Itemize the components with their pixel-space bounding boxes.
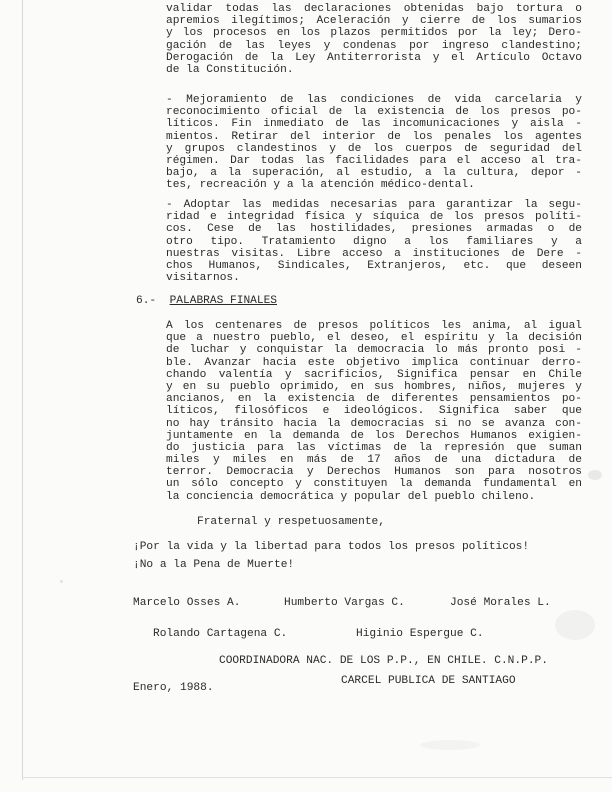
signatory-name: Higinio Espergue C. [356,628,484,640]
text-line: terror. Democracia y Derechos Humanos son para nosotros [166,466,582,479]
text-line: tes, recreación y a la atención médico-dental. [166,179,475,192]
text-line: no hay tránsito hacia la democracias si no se avanza con- [166,417,582,430]
text-line: juntamente en la demanda de los Derechos Humanos exigien- [166,429,582,442]
signatory-name: Marcelo Osses A. [133,597,241,609]
text-line: bajo, a la superación, al estudio, a la cultura, depor - [166,167,582,180]
text-line: que a nuestro pueblo, el deseo, el espíritu y la decisión [166,332,582,345]
text-line: - Adoptar las medidas necesarias para garantizar la segu- [166,199,582,211]
section-title: PALABRAS FINALES [169,295,278,307]
text-line: - Mejoramiento de las condiciones de vida carcelaria y [166,94,582,106]
top-paragraph [166,3,582,76]
text-line: validar todas las declaraciones obtenidas bajo tortura o [166,3,582,15]
paragraph-security-measures [166,199,582,284]
text-line: régimen. Dar todas las facilidades para el acceso al tra- [166,154,582,167]
text-line: chos Humanos, Sindicales, Extranjeros, etc. que deseen [166,259,582,272]
text-line: un sólo concepto y constituyen la demanda fundamental en [166,478,582,491]
place-name: CARCEL PUBLICA DE SANTIAGO [341,675,516,687]
text-line: Derogación de la Ley Antiterrorista y el Artículo Octavo [166,51,582,64]
slogan-death-penalty: ¡No a la Pena de Muerte! [133,559,295,571]
text-line: y los procesos en los plazos permitidos por la ley; Dero- [166,27,582,40]
text-line: de luchar y conquistar la democracia lo más pronto posi - [166,344,582,357]
page-bottom-edge [22,777,612,778]
scan-speckle [588,470,602,480]
document-date: Enero, 1988. [133,682,214,694]
text-line: la conciencia democrática y popular del pueblo chileno. [166,490,536,503]
text-line: líticos, filosóficos e ideológicos. Significa saber que [166,405,582,418]
text-line: nuestras visitas. Libre acceso a instituciones de Dere - [166,247,582,260]
text-line: y grupos clandestinos y de los cuerpos de seguridad del [166,142,582,155]
text-line: visitarnos. [166,272,240,285]
organization-name: COORDINADORA NAC. DE LOS P.P., EN CHILE. C.N.P.P. [219,655,548,667]
text-line: de la Constitución. [166,63,294,76]
scan-speckle [420,740,480,750]
text-line: líticos. Fin inmediato de las incomunicaciones y aisla - [166,118,582,131]
section-heading [136,295,277,307]
text-line: miles y miles en más de 17 años de una dictadura de [166,454,582,467]
text-line: gación de las leyes y condenas por ingreso clandestino; [166,39,582,52]
text-line: mientos. Retirar del interior de los penales los agentes [166,130,582,143]
text-line: do justicia para las víctimas de la represión que suman [166,441,582,454]
signatory-name: Humberto Vargas C. [284,597,405,609]
page-margin-line [22,0,23,780]
text-line: cos. Cese de las hostilidades, presiones armadas o de [166,223,582,236]
scan-speckle [60,580,63,583]
signatory-name: Rolando Cartagena C. [153,628,288,640]
text-line: A los centenares de presos políticos les anima, al igual [166,320,582,332]
text-line: chando valentía y sacrificios, Significa pensar en Chile [166,368,582,381]
text-line: ancianos, en la existencia de diferentes pensamientos po- [166,393,582,406]
text-line: ridad e integridad física y síquica de los presos políti- [166,211,582,224]
text-line: apremios ilegítimos; Aceleración y cierre de los sumarios [166,15,582,28]
section-number: 6.- [136,295,157,307]
text-line: y en su pueblo oprimido, en sus hombres, niños, mujeres y [166,380,582,393]
slogan-freedom: ¡Por la vida y la libertad para todos los presos políticos! [133,541,530,553]
signatory-name: José Morales L. [450,597,551,609]
text-line: ble. Avanzar hacia este objetivo implica continuar derro- [166,356,582,369]
text-line: otro tipo. Tratamiento digno a los familiares y a [166,235,582,248]
paragraph-prison-conditions [166,94,582,192]
text-line: reconocimiento oficial de la existencia de los presos po- [166,106,582,119]
closing-salutation: Fraternal y respetuosamente, [197,516,385,528]
scan-speckle [555,610,595,640]
paragraph-final-words [166,320,582,503]
